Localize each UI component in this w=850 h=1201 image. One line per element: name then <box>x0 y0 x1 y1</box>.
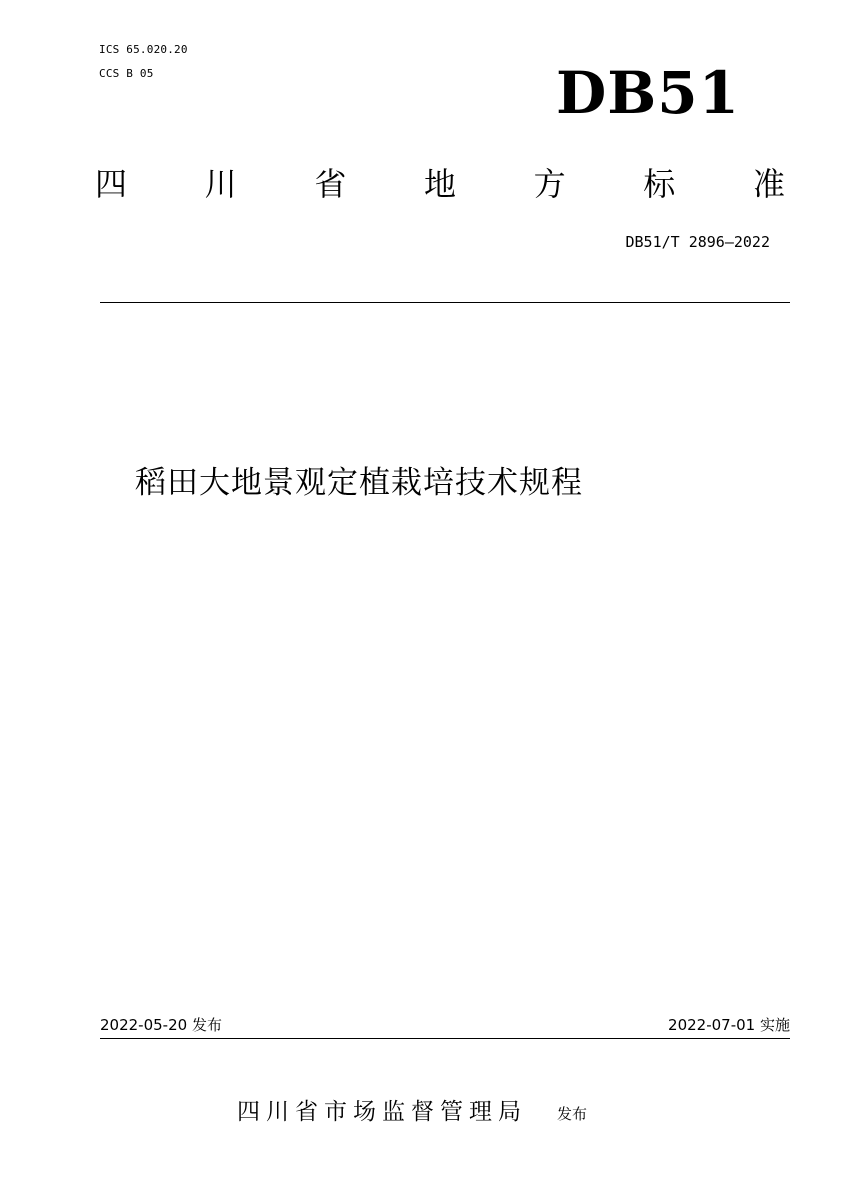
bottom-divider <box>100 1038 790 1039</box>
issuer-line <box>237 1095 587 1129</box>
standard-type-char: 方 <box>533 165 566 203</box>
top-divider <box>100 302 790 303</box>
standard-type-heading <box>95 160 785 208</box>
publish-date: 2022-05-20 发布 <box>100 1016 222 1034</box>
standard-number: DB51/T 2896—2022 <box>625 233 770 251</box>
issuer-name: 四川省市场监督管理局 <box>237 1099 527 1125</box>
standard-type-char: 省 <box>314 165 347 203</box>
document-title: 稻田大地景观定植栽培技术规程 <box>135 465 583 501</box>
issuer-suffix: 发布 <box>557 1105 588 1123</box>
standard-type-char: 准 <box>752 165 785 203</box>
standard-code-logo: DB51 <box>555 59 740 127</box>
standard-type-char: 四 <box>95 165 128 203</box>
ccs-code: CCS B 05 <box>99 67 154 80</box>
standard-type-char: 川 <box>204 165 237 203</box>
effective-date: 2022-07-01 实施 <box>668 1016 790 1034</box>
ics-code: ICS 65.020.20 <box>99 43 188 56</box>
standard-type-char: 标 <box>643 165 676 203</box>
standard-type-char: 地 <box>423 165 456 203</box>
